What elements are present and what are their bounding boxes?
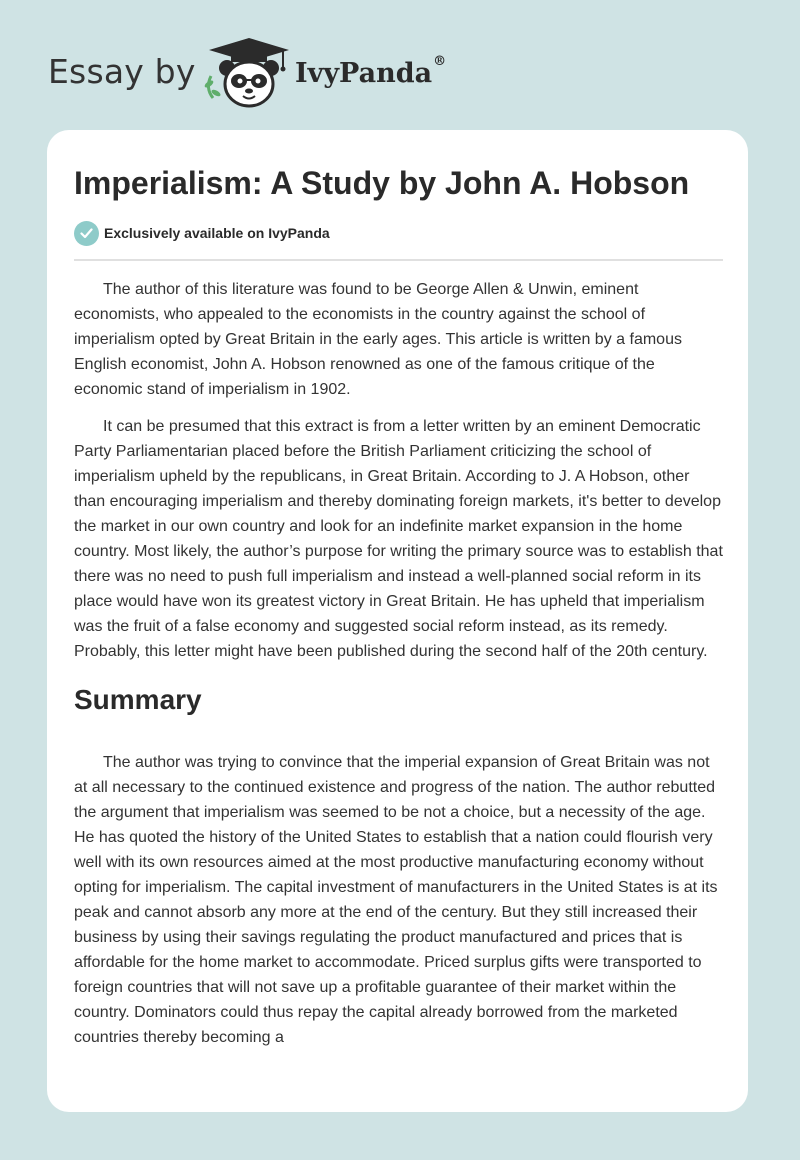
registered-mark: ® bbox=[433, 54, 447, 69]
essay-by-label: Essay by bbox=[48, 52, 196, 91]
check-icon bbox=[74, 221, 99, 246]
page-title: Imperialism: A Study by John A. Hobson bbox=[74, 165, 690, 201]
paragraph: It can be presumed that this extract is from a letter written by an eminent Democratic Party Parliamentarian placed before the British Parliament criticizing the school of imperialism upheld by the republicans, in Great Britain. According to J. A Hobson, other than encouraging imperialism and thereby dominating foreign markets, it's better to develop the market in our own country and look for an indefinite market expansion in the home country. Most likely, the author’s purpose for writing the primary source was to establish that there was no need to push full imperialism and instead a well-planned social reform in its place would have won its greatest victory in Great Britain. He has upheld that imperialism was the fruit of a false economy and suggested social reform instead, as its remedy. Probably, this letter might have been published during the second half of the 20th century. bbox=[74, 417, 723, 660]
exclusive-badge bbox=[74, 221, 723, 246]
brand-name bbox=[295, 54, 447, 89]
paragraph: The author was trying to convince that the imperial expansion of Great Britain was not at all necessary to the continued existence and progress of the nation. The author rebutted the argument that imperialism was seemed to be not a choice, but a necessity of the age. He has quoted the history of the United States to establish that a nation could flourish very well with its own resources aimed at the most productive manufacturing economy without opting for imperialism. The capital investment of manufacturers in the United States is at its peak and cannot absorb any more at the end of the century. But they still increased their business by using their savings regulating the product manufactured and prices that is affordable for the home market to accommodate. Priced surplus gifts were transported to foreign countries that will not save up a profitable guarantee of their market within the country. Dominators could thus repay the capital already borrowed from the marketed countries thereby becoming a bbox=[74, 753, 718, 1046]
site-header bbox=[48, 34, 468, 110]
badge-label: Exclusively available on IvyPanda bbox=[104, 225, 330, 242]
brand-text: IvyPanda bbox=[295, 58, 433, 89]
panda-graduate-icon bbox=[203, 36, 295, 110]
divider bbox=[74, 259, 723, 261]
essay-content bbox=[74, 163, 723, 1062]
paragraph: The author of this literature was found to be George Allen & Unwin, eminent economists, who appealed to the economists in the country against the school of imperialism opted by Great Britain in the early ages. This article is written by a famous English economist, John A. Hobson renowned as one of the famous critique of the economic stand of imperialism in 1902. bbox=[74, 280, 682, 398]
section-heading-summary: Summary bbox=[74, 683, 202, 715]
essay-card bbox=[47, 130, 748, 1112]
